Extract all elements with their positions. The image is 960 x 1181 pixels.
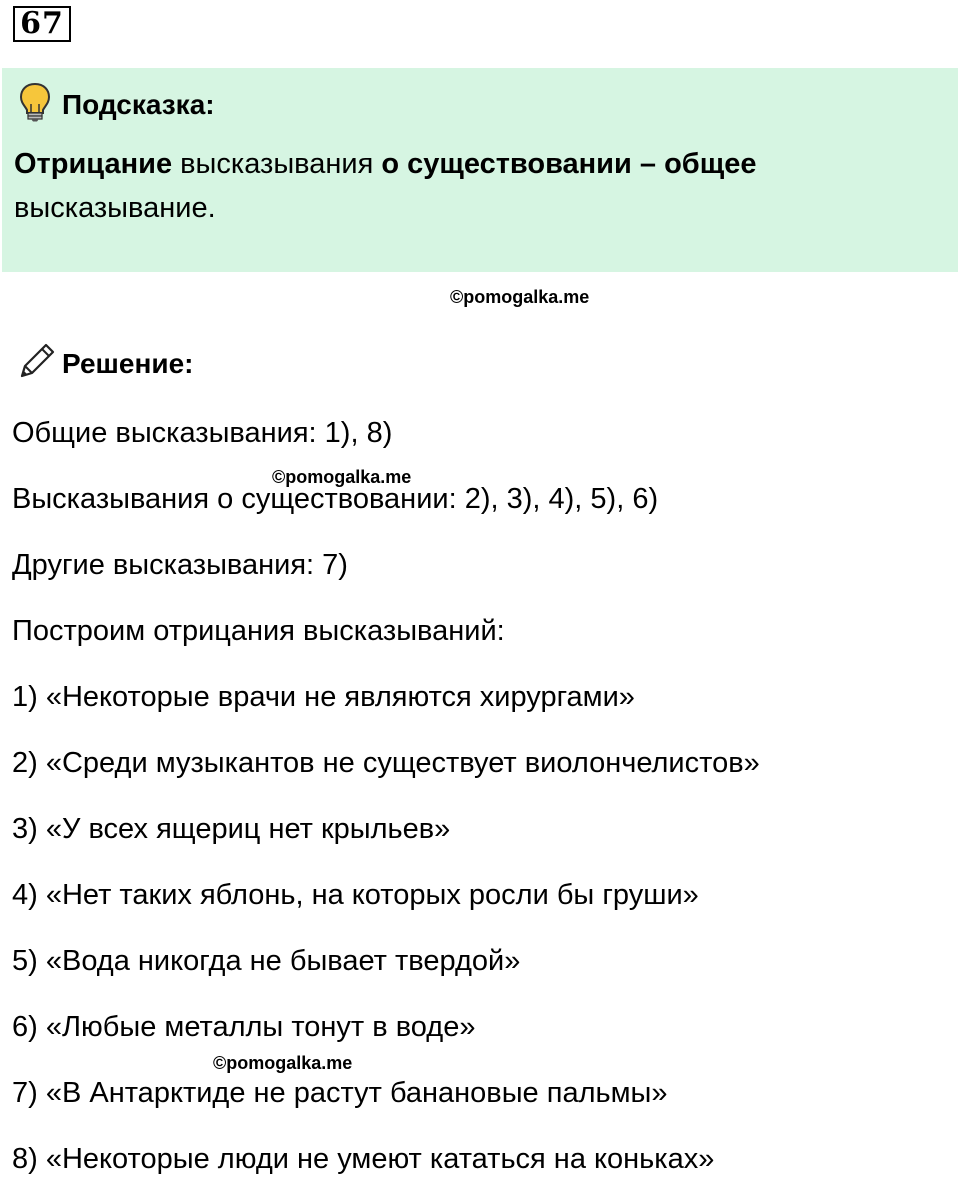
solution-line: 1) «Некоторые врачи не являются хирургами» <box>12 681 635 713</box>
watermark: ©pomogalka.me <box>213 1053 353 1073</box>
solution-line: Общие высказывания: 1), 8) <box>12 417 393 449</box>
hint-text-end: высказывание. <box>14 192 216 224</box>
hint-title: Подсказка: <box>62 88 215 120</box>
lightbulb-icon <box>18 82 52 127</box>
solution-line: 7) «В Антарктиде не растут банановые пальмы» <box>12 1077 668 1109</box>
solution-line: 8) «Некоторые люди не умеют кататься на коньках» <box>12 1143 715 1175</box>
hint-text-plain: высказывания <box>172 148 382 180</box>
solution-line: 6) «Любые металлы тонут в воде» <box>12 1011 476 1043</box>
hint-box <box>2 68 958 272</box>
task-number: 67 <box>13 6 71 42</box>
solution-line: 4) «Нет таких яблонь, на которых росли бы груши» <box>12 879 699 911</box>
watermark: ©pomogalka.me <box>272 467 412 487</box>
hint-header <box>18 82 215 127</box>
solution-line: 5) «Вода никогда не бывает твердой» <box>12 945 521 977</box>
solution-header <box>16 340 193 387</box>
hint-text-dash: – <box>631 148 665 180</box>
pencil-icon <box>16 340 58 387</box>
hint-text-bold-existence: о существовании <box>381 148 632 180</box>
solution-line: 3) «У всех ящериц нет крыльев» <box>12 813 451 845</box>
hint-text-bold-negation: Отрицание <box>14 148 173 180</box>
solution-line: Построим отрицания высказываний: <box>12 615 505 647</box>
solution-line: Высказывания о существовании: 2), 3), 4), 5), 6) <box>12 483 659 515</box>
hint-text <box>14 142 914 230</box>
solution-line: 2) «Среди музыкантов не существует виолончелистов» <box>12 747 760 779</box>
solution-line: Другие высказывания: 7) <box>12 549 348 581</box>
hint-text-bold-general: общее <box>664 148 757 180</box>
solution-title: Решение: <box>62 347 194 379</box>
watermark: ©pomogalka.me <box>450 287 590 307</box>
